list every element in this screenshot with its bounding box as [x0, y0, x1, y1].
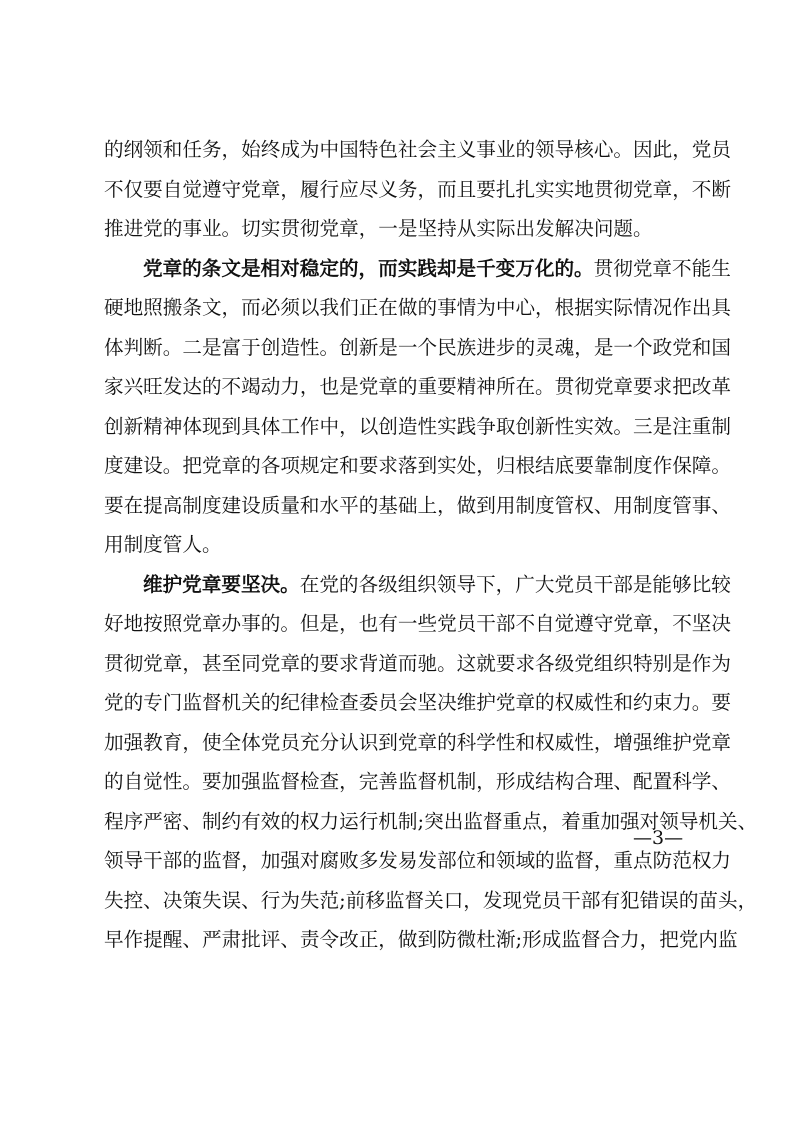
text-segment: 贯彻党章不能生 — [593, 256, 731, 280]
text-segment: 体判断。二是富于创造性。创新是一个民族进步的灵魂，是一个政党和国 — [104, 335, 731, 359]
text-segment: 早作提醒、严肃批评、责令改正，做到防微杜渐;形成监督合力，把党内监 — [104, 928, 738, 951]
text-line-13 — [104, 604, 731, 644]
text-segment: 好地按照党章办事的。但是，也有一些党员干部不自觉遵守党章，不坚决 — [104, 612, 731, 635]
text-line-14 — [104, 644, 731, 684]
text-line-16 — [104, 723, 731, 763]
text-line-6 — [104, 328, 731, 368]
text-segment: 贯彻党章，甚至同党章的要求背道而驰。这就要求各级党组织特别是作为 — [104, 651, 731, 675]
text-line-19 — [104, 841, 731, 881]
text-segment: 推进党的事业。切实贯彻党章，一是坚持从实际出发解决问题。 — [104, 217, 653, 240]
text-segment: 的自觉性。要加强监督检查，完善监督机制，形成结构合理、配置科学、 — [104, 770, 731, 793]
text-line-10 — [104, 486, 731, 526]
text-segment: 加强教育，使全体党员充分认识到党章的科学性和权威性，增强维护党章 — [104, 730, 731, 754]
text-line-21 — [104, 920, 738, 960]
text-segment: 硬地照搬条文，而必须以我们正在做的事情为中心，根据实际情况作出具 — [104, 296, 731, 319]
text-line-1 — [104, 130, 731, 170]
text-segment: 创新精神体现到具体工作中，以创造性实践争取创新性实效。三是注重制 — [104, 414, 731, 438]
paragraph-heading-bold: 党章的条文是相对稳定的，而实践却是千变万化的。 — [143, 256, 594, 280]
body-text — [104, 130, 758, 960]
paragraph-2-first-line — [104, 249, 731, 289]
page-number: —3— — [633, 827, 684, 849]
paragraph-3-first-line — [104, 565, 731, 605]
text-line-20 — [104, 881, 758, 921]
paragraph-heading-bold: 维护党章要坚决。 — [143, 572, 300, 596]
text-line-9 — [104, 446, 731, 486]
text-segment: 家兴旺发达的不竭动力，也是党章的重要精神所在。贯彻党章要求把改革 — [104, 375, 731, 398]
text-segment: 的纲领和任务，始终成为中国特色社会主义事业的领导核心。因此，党员 — [104, 138, 731, 161]
text-line-17 — [104, 762, 731, 802]
text-segment: 要在提高制度建设质量和水平的基础上，做到用制度管权、用制度管事、 — [104, 493, 731, 517]
text-segment: 失控、决策失误、行为失范;前移监督关口，发现党员干部有犯错误的苗头， — [104, 888, 758, 912]
text-line-18 — [104, 802, 758, 842]
text-segment: 在党的各级组织领导下，广大党员干部是能够比较 — [299, 572, 731, 596]
text-line-3 — [104, 209, 710, 249]
text-segment: 领导干部的监督，加强对腐败多发易发部位和领域的监督，重点防范权力 — [104, 849, 731, 872]
text-line-5 — [104, 288, 731, 328]
text-segment: 程序严密、制约有效的权力运行机制;突出监督重点，着重加强对领导机关、 — [104, 809, 758, 833]
text-segment: 党的专门监督机关的纪律检查委员会坚决维护党章的权威性和约束力。要 — [104, 691, 731, 714]
text-segment: 不仅要自觉遵守党章，履行应尽义务，而且要扎扎实实地贯彻党章，不断 — [104, 177, 731, 201]
text-segment: 用制度管人。 — [104, 533, 222, 556]
text-line-15 — [104, 683, 731, 723]
text-segment: 度建设。把党章的各项规定和要求落到实处，归根结底要靠制度作保障。 — [104, 454, 731, 477]
text-line-7 — [104, 367, 731, 407]
text-line-2 — [104, 170, 731, 210]
text-line-11 — [104, 525, 710, 565]
text-line-8 — [104, 407, 731, 447]
